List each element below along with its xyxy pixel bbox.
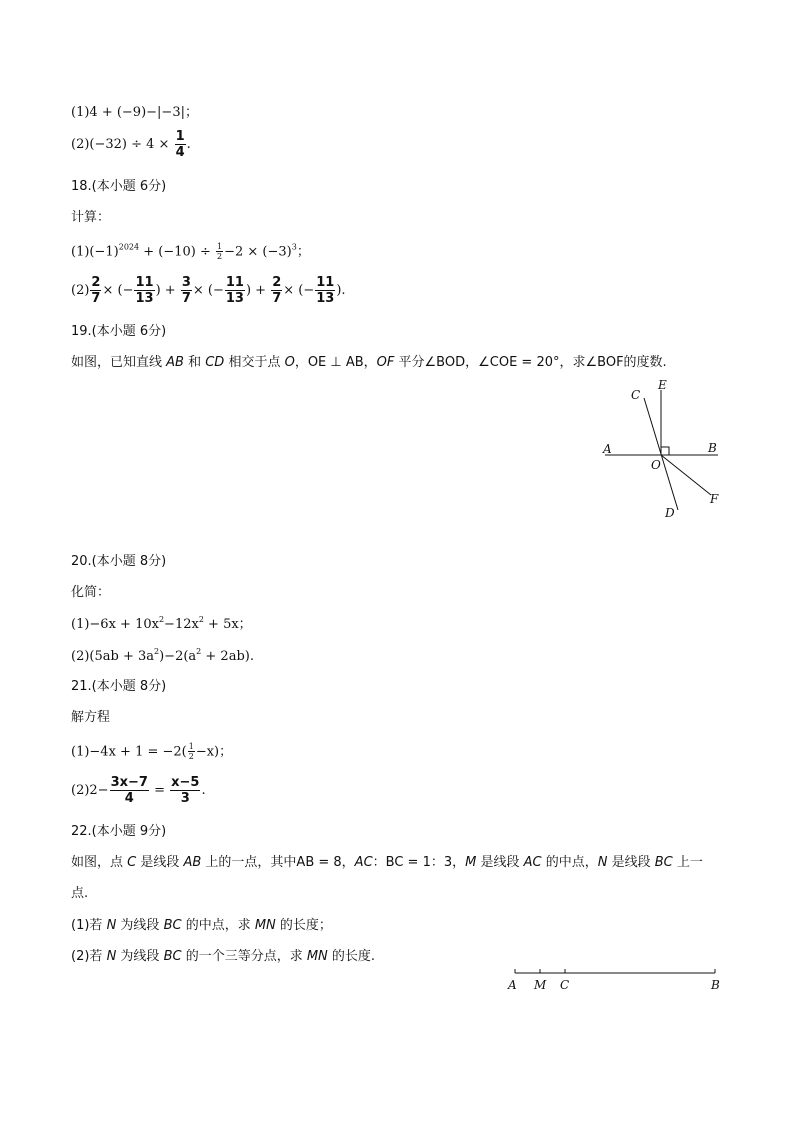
fraction: $\frac{3x-7}{4}$ — [110, 775, 148, 806]
q19-statement: 如图，已知直线 AB 和 CD 相交于点 O，OE ⊥ AB，OF 平分∠BOD，∠COE = 20°，求∠BOF的度数. — [71, 355, 667, 370]
fraction: $\frac{3}{7}$ — [181, 275, 191, 306]
label-A: A — [603, 442, 612, 456]
q18-part2: (2) $\frac{2}{7}$ × (− $\frac{11}{13}$ ) + $\frac{3}{7}$ × (− $\frac{11}{13}$ ) + $\frac{2}{7}$ × (− $\frac{11}{13}$ ). — [71, 275, 346, 306]
fraction: $\frac{11}{13}$ — [135, 275, 154, 306]
q18-part1: $(1)(-1)^{2024} + (-10)$ ÷ $\frac{1}{2}$ $-2 \times (-3)^3$； — [71, 242, 310, 261]
q22-statement-line1: 如图，点 C 是线段 AB 上的一点，其中AB = 8，AC：BC = 1：3，M 是线段 AC 的中点，N 是线段 BC 上一 — [71, 855, 703, 870]
label-A: A — [508, 978, 517, 992]
q19-header: 19.(本小题 6分) — [71, 324, 167, 339]
q22-figure — [500, 964, 730, 996]
label-C: C — [560, 978, 570, 992]
q22-statement-line2: 点. — [71, 886, 89, 901]
label-C: C — [631, 388, 641, 402]
label-O: O — [651, 458, 661, 472]
q21-instruction: 解方程 — [71, 710, 111, 725]
q20-instruction: 化简： — [71, 585, 111, 600]
fraction: $\frac{11}{13}$ — [225, 275, 244, 306]
q22-header: 22.(本小题 9分) — [71, 824, 167, 839]
label-D: D — [665, 506, 675, 520]
q21-header: 21.(本小题 8分) — [71, 679, 167, 694]
fraction: $\frac{1}{2}$ — [188, 742, 194, 761]
q20-part1: $(1)-6x + 10x^2-12x^2 + 5x$； — [71, 615, 252, 632]
q18-header: 18.(本小题 6分) — [71, 179, 167, 194]
label-F: F — [710, 492, 719, 506]
q18-instruction: 计算： — [71, 210, 111, 225]
q21-part2: (2)2− $\frac{3x-7}{4}$ = $\frac{x-5}{3}$ . — [71, 775, 206, 806]
label-E: E — [658, 378, 667, 392]
label-B: B — [708, 441, 717, 455]
fraction: $\frac{2}{7}$ — [272, 275, 282, 306]
q17-part2: (2)(−32) ÷ 4 × $\frac{1}{4}$ . — [71, 129, 191, 160]
fraction: $\frac{1}{2}$ — [217, 242, 223, 261]
q17-part1: (1)4 + (−9)−|−3|； — [71, 105, 198, 120]
fraction: $\frac{1}{4}$ — [175, 129, 185, 160]
q22-part1: (1)若 N 为线段 BC 的中点，求 MN 的长度； — [71, 918, 332, 933]
fraction: $\frac{x-5}{3}$ — [171, 775, 200, 806]
q21-part1: (1)−4x + 1 = −2( $\frac{1}{2}$ −x)； — [71, 742, 233, 761]
fraction: $\frac{2}{7}$ — [91, 275, 101, 306]
q22-part2: (2)若 N 为线段 BC 的一个三等分点，求 MN 的长度. — [71, 949, 376, 964]
q20-part2: $(2)(5ab + 3a^2)-2(a^2 + 2ab)$. — [71, 647, 254, 664]
fraction: $\frac{11}{13}$ — [316, 275, 335, 306]
q19-figure — [595, 377, 735, 522]
q20-header: 20.(本小题 8分) — [71, 554, 167, 569]
label-B: B — [711, 978, 720, 992]
label-M: M — [534, 978, 547, 992]
